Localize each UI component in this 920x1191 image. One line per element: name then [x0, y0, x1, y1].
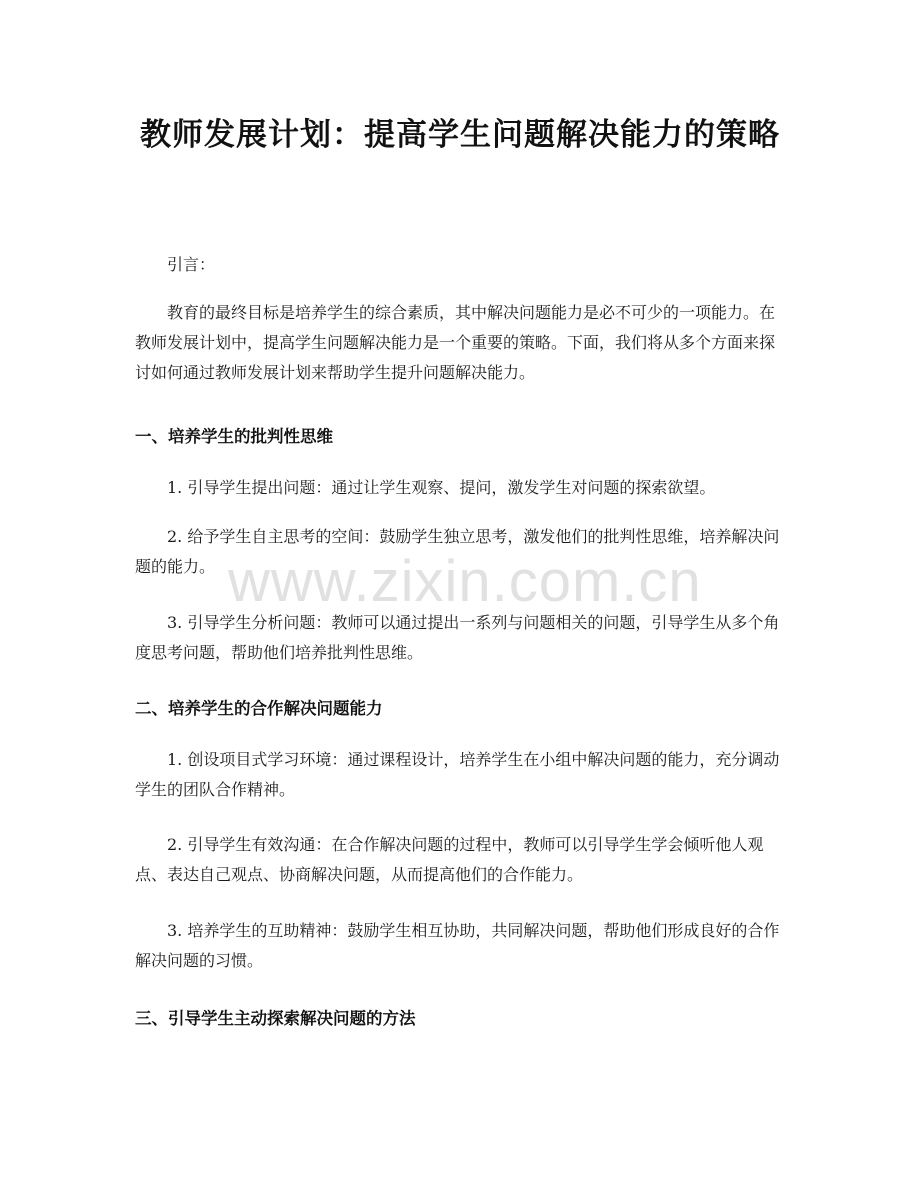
section-heading-2: 二、培养学生的合作解决问题能力	[135, 699, 383, 718]
section-2-item-2: 2. 引导学生有效沟通：在合作解决问题的过程中，教师可以引导学生学会倾听他人观点、表达自己观点、协商解决问题，从而提高他们的合作能力。	[135, 835, 764, 884]
intro-paragraph: 教育的最终目标是培养学生的综合素质，其中解决问题能力是必不可少的一项能力。在教师发展计划中，提高学生问题解决能力是一个重要的策略。下面，我们将从多个方面来探讨如何通过教师发展计划来帮助学生提升问题解决能力。	[135, 303, 776, 382]
section-1-item-2: 2. 给予学生自主思考的空间：鼓励学生独立思考，激发他们的批判性思维，培养解决问题的能力。	[135, 527, 780, 576]
section-1-item-1: 1. 引导学生提出问题：通过让学生观察、提问，激发学生对问题的探索欲望。	[167, 478, 716, 497]
section-2-item-3: 3. 培养学生的互助精神：鼓励学生相互协助，共同解决问题，帮助他们形成良好的合作解决问题的习惯。	[135, 921, 780, 970]
intro-label: 引言：	[167, 255, 216, 274]
document-title: 教师发展计划：提高学生问题解决能力的策略	[140, 117, 780, 153]
section-1-item-3: 3. 引导学生分析问题：教师可以通过提出一系列与问题相关的问题，引导学生从多个角度思考问题，帮助他们培养批判性思维。	[135, 613, 780, 662]
watermark: www.zixin.com.cn	[228, 549, 702, 614]
section-2-item-1: 1. 创设项目式学习环境：通过课程设计，培养学生在小组中解决问题的能力，充分调动学生的团队合作精神。	[135, 750, 780, 799]
section-heading-3: 三、引导学生主动探索解决问题的方法	[135, 1009, 416, 1028]
section-heading-1: 一、培养学生的批判性思维	[135, 427, 333, 446]
